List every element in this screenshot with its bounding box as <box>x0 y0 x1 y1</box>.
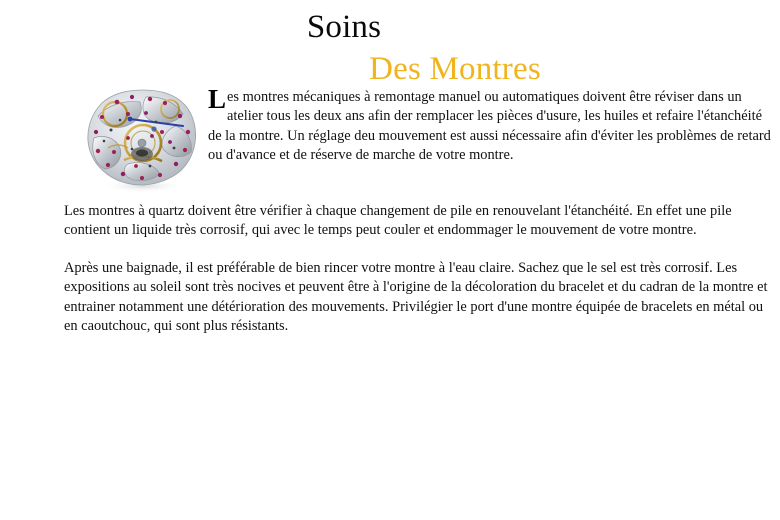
page-title-line-primary: Soins <box>306 9 382 45</box>
paragraph-intro-text: es montres mécaniques à remontage manuel ou automatiques doivent être réviser dans un atelier tous les deux ans afin der remplacer les pièces d'usure, les huiles et refaire l'étanchéité de la montre. Un réglage deu mouvement est aussi nécessaire afin d'éviter les problèmes de retard ou d'avance et de réserve de marche de votre montre. <box>208 89 771 164</box>
page-title <box>0 0 780 90</box>
article-body <box>64 84 772 336</box>
drop-cap: L <box>208 84 227 114</box>
page-title-line-secondary: Des Montres <box>369 51 541 87</box>
paragraph-intro <box>208 84 772 192</box>
paragraph-quartz: Les montres à quartz doivent être vérifier à chaque changement de pile en renouvelant l'étanchéité. En effet une pile contient un liquide très corrosif, qui avec le temps peut couler et endommager le mouvement de votre montre. <box>64 203 732 239</box>
paragraph-entretien: Après une baignade, il est préférable de bien rincer votre montre à l'eau claire. Sachez que le sel est très corrosif. Les expositions au soleil sont très nocives et peuvent être à l'origine de la décoloration du bracelet et du cadran de la montre et entrainer notamment une détérioration des mouvements. Privilégier le port d'une montre équipée de bracelets en métal ou en caoutchouc, qui sont plus résistants. <box>64 259 768 335</box>
